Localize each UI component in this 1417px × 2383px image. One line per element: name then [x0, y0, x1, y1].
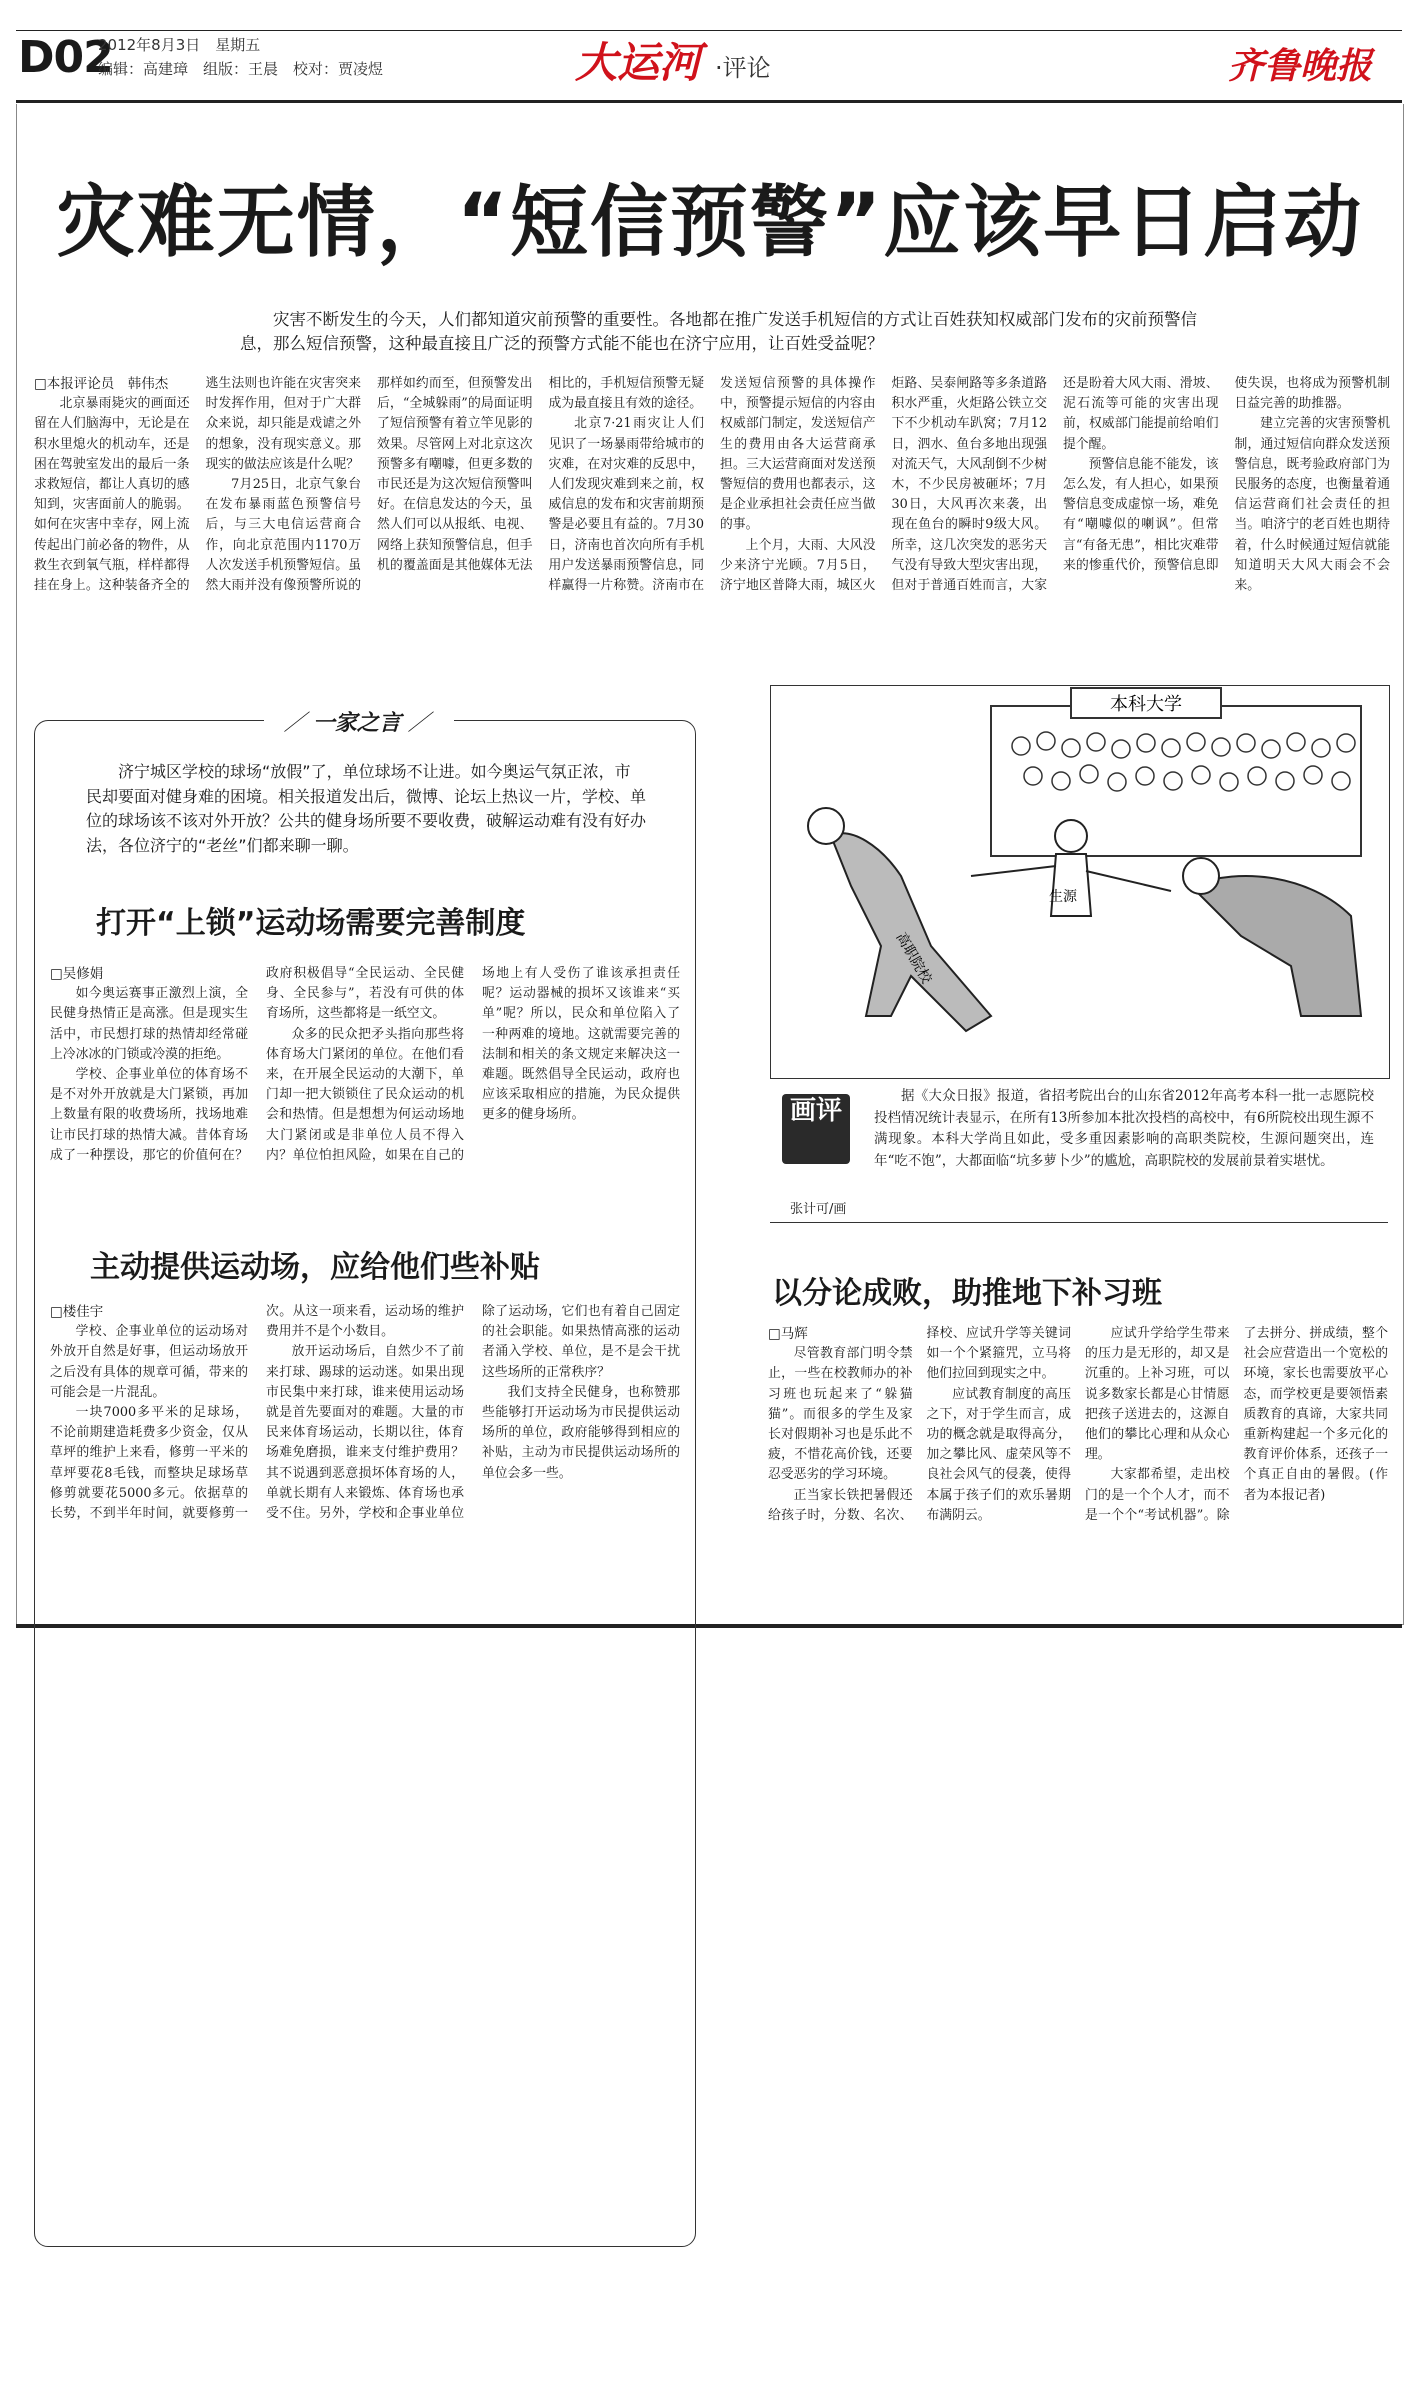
caption-rule	[770, 1222, 1388, 1223]
paper-name: 齐鲁晚报	[1228, 45, 1373, 87]
brand-logo: 大运河	[575, 38, 702, 87]
main-article-body	[34, 374, 1390, 664]
credit-line: 编辑：高建璋 组版：王晨 校对：贾凌煜	[98, 60, 384, 78]
opinion-article-1-title: 打开“上锁”运动场需要完善制度	[96, 906, 526, 941]
opinion-article-2-body	[50, 1302, 680, 1602]
article-paragraph: 学校、企事业单位的体育场不是不对外开放就是大门紧锁，再加上数量有限的收费场所，找场地难让市民打球的热情大减。昔体育场成了一种摆设，那它的价值何在？政府积极倡导“全民运动、全民健身、全民参与”，若没有可供的体育场所，这些都将是一纸空文。	[50, 966, 464, 1163]
main-paragraph: 建立完善的灾害预警机制，通过短信向群众发送预警信息，既考验政府部门为民服务的态度，也衡量着通信运营商们社会责任的担当。咱济宁的老百姓也期待着，什么时候通过短信就能知道明天大风大雨会不会来。	[1234, 416, 1390, 594]
page-code: D02	[18, 32, 113, 83]
article-paragraph: 放开运动场后，自然少不了前来打球、踢球的运动迷。如果出现市民集中来打球，谁来使用运动场就是首先要面对的难题。大量的市民来体育场运动，长期以往，体育场难免磨损，谁来支付维护费用？其不说遇到恶意损坏体育场的人，单就长期有人来锻炼、体育场也承受不住。另外，学校和企事业单位除了运动场，它们也有着自己固定的社会职能。如果热情高涨的运动者涌入学校、单位，是不是会干扰这些场所的正常秩序？	[266, 1304, 680, 1522]
date-line: 2012年8月3日 星期五	[98, 36, 261, 54]
cartoon-caption: 据《大众日报》报道，省招考院出台的山东省2012年高考本科一批一志愿院校投档情况统计表显示，在所有13所参加本批次投档的高校中，有6所院校出现生源不满现象。本科大学尚且如此，受多重因素影响的高职类院校，生源问题突出，连年“吃不饱”，大都面临“坑多萝卜少”的尴尬，高职院校的发展前景着实堪忧。	[874, 1088, 1374, 1169]
article-paragraph: 正当家长铁把暑假还给孩子时，分数、名次、择校、应试升学等关键词如一个个紧箍咒，立马将他们拉回到现实之中。	[768, 1326, 1071, 1523]
article-paragraph: 一块7000多平米的足球场，不论前期建造耗费多少资金，仅从草坪的维护上来看，修剪一平米的草坪要花8毛钱，而整块足球场草修剪就要花5000多元。依据草的长势，不到半年时间，就要修剪一次。从这一项来看，运动场的维护费用并不是个小数目。	[50, 1304, 464, 1522]
cartoon-sign-label: 本科大学	[1110, 694, 1182, 715]
top-rule	[16, 30, 1402, 31]
main-headline: 灾难无情，“短信预警”应该早日启动	[56, 178, 1364, 268]
article-paragraph: 应试教育制度的高压之下，对于学生而言，成功的概念就是取得高分，加之攀比风、虚荣风等不良社会风气的侵袭，使得本属于孩子们的欢乐暑期布满阴云。	[926, 1386, 1071, 1523]
main-lede: 灾害不断发生的今天，人们都知道灾前预警的重要性。各地都在推广发送手机短信的方式让百姓获知权威部门发布的灾前预警信息，那么短信预警，这种最直接且广泛的预警方式能不能也在济宁应用，让百姓受益呢？	[240, 310, 1197, 353]
section-name: ·评论	[715, 54, 771, 82]
opinion-tag-text: 一家之言	[311, 711, 406, 736]
main-paragraph: 7月25日，北京气象台在发布暴雨蓝色预警信号后，与三大电信运营商合作，向北京范围内1170万人次发送手机预警短信。虽然大雨并没有像预警所说的那样如约而至，但预警发出后，“全城躲雨”的局面证明了短信预警有着立竿见影的效果。尽管网上对北京这次预警多有嘲噱，但更多数的市民还是为这次短信预警叫好。在信息发达的今天，虽然人们可以从报纸、电视、网络上获知预警信息，但手机的覆盖面是其他媒体无法相比的，手机短信预警无疑成为最直接且有效的途径。	[205, 376, 704, 594]
side-article-byline: □马辉	[768, 1326, 808, 1342]
main-byline: □本报评论员 韩伟杰	[34, 376, 169, 392]
cartoon-badge: 画评	[782, 1094, 850, 1164]
opinion-box-tag: ／ 一家之言 ／	[264, 706, 454, 736]
cartoon-left-label: 高职院校	[892, 930, 935, 987]
opinion-box-intro: 济宁城区学校的球场“放假”了，单位球场不让进。如今奥运气氛正浓，市民却要面对健身难的困境。相关报道发出后，微博、论坛上热议一片，学校、单位的球场该不该对外开放？公共的健身场所要不要收费，破解运动难有没有好办法，各位济宁的“老丝”们都来聊一聊。	[86, 762, 647, 855]
header-rule	[16, 100, 1402, 103]
main-paragraph: 预警信息能不能发，该怎么发，有人担心，如果预警信息变成虚惊一场，难免有“嘲噱似的喇讽”。但常言“有备无患”，相比灾难带来的惨重代价，预警信息即使失误，也将成为预警机制日益完善的助推器。	[1063, 376, 1390, 573]
opinion-article-1-byline: □吴修娟	[50, 966, 104, 982]
article-paragraph: 大家都希望，走出校门的是一个个人才，而不是一个个“考试机器”。除了去拼分、拼成绩，整个社会应营造出一个宽松的环境，家长也需要放平心态，而学校更是要领悟素质教育的真谛，大家共同重新构建起一个多元化的教育评价体系，还孩子一个真正自由的暑假。(作者为本报记者)	[1085, 1326, 1388, 1523]
article-paragraph: 我们支持全民健身，也称赞那些能够打开运动场为市民提供运动场所的单位，政府能够得到相应的补贴，主动为市民提供运动场所的单位会多一些。	[482, 1384, 680, 1481]
cartoon-credit: 张计可/画	[790, 1202, 847, 1217]
side-article-title: 以分论成败，助推地下补习班	[772, 1276, 1162, 1311]
main-paragraph: 上个月，大雨、大风没少来济宁光顾。7月5日，济宁地区普降大雨，城区火炬路、吴泰闸路等多条道路积水严重，火炬路公铁立交下不少机动车趴窝；7月12日，泗水、鱼台多地出现强对流天气，大风刮倒不少树木，不少民房被砸坏；7月30日，大风再次来袭，出现在鱼台的瞬时9级大风。所幸，这几次突发的恶劣天气没有导致大型灾害出现，但对于普通百姓而言，大家还是盼着大风大雨、滑坡、泥石流等可能的灾害出现前，权威部门能提前给咱们提个醒。	[720, 376, 1219, 594]
article-paragraph: 学校、企事业单位的运动场对外放开自然是好事，但运动场放开之后没有具体的规章可循，带来的可能会是一片混乱。	[50, 1324, 248, 1400]
editorial-cartoon	[770, 685, 1390, 1079]
opinion-article-2-title: 主动提供运动场，应给他们些补贴	[90, 1250, 540, 1285]
opinion-article-1-body	[50, 964, 680, 1224]
article-paragraph: 如今奥运赛事正激烈上演，全民健身热情正是高涨。但是现实生活中，市民想打球的热情却经常碰上冷冰冰的门锁或冷漠的拒绝。	[50, 986, 248, 1062]
main-paragraph: 北京7·21雨灾让人们见识了一场暴雨带给城市的灾难，在对灾难的反思中，人们发现灾难到来之前，权威信息的发布和灾害前期预警是必要且有益的。7月30日，济南也首次向所有手机用户发送暴雨预警信息，同样赢得一片称赞。济南市在发送短信预警的具体操作中，预警提示短信的内容由权威部门制定，发送短信产生的费用由各大运营商承担。三大运营商面对发送预警短信的费用也都表示，这是企业承担社会责任应当做的事。	[548, 376, 876, 594]
cartoon-middle-label: 生源	[1049, 889, 1077, 905]
cartoon-illustration	[771, 686, 1389, 1078]
side-article-body	[768, 1324, 1388, 1614]
article-paragraph: 众多的民众把矛头指向那些将体育场大门紧闭的单位。在他们看来，在开展全民运动的大潮下，单门却一把大锁锁住了民众运动的机会和热情。但是想想为何运动场地大门紧闭或是非单位人员不得入内？单位怕担风险，如果在自己的场地上有人受伤了谁该承担责任呢？运动器械的损坏又该谁来“买单”呢？所以，民众和单位陷入了一种两难的境地。这就需要完善的法制和相关的条文规定来解决这一难题。既然倡导全民运动，政府也应该采取相应的措施，为民众提供更多的健身场所。	[266, 966, 680, 1163]
article-paragraph: 应试升学给学生带来的压力是无形的，却又是沉重的。上补习班，可以说多数家长都是心甘情愿把孩子送进去的，这源自他们的攀比心理和从众心理。	[1085, 1326, 1230, 1463]
article-paragraph: 尽管教育部门明令禁止，一些在校教师办的补习班也玩起来了“躲猫猫”。而很多的学生及家长对假期补习也是乐此不疲，不惜花高价钱，还要忍受恶劣的学习环境。	[768, 1346, 913, 1483]
main-paragraph: 北京暴雨毙灾的画面还留在人们脑海中，无论是在积水里熄火的机动车，还是困在驾驶室发出的最后一条求救短信，都让人真切的感知到，灾害面前人的脆弱。如何在灾害中幸存，网上流传起出门前必备的物件，从救生衣到氧气瓶，样样都得挂在身上。这种装备齐全的逃生法则也许能在灾害突来时发挥作用，但对于广大群众来说，却只能是戏谑之外的想象，没有现实意义。那现实的做法应该是什么呢？	[34, 376, 361, 594]
opinion-article-2-byline: □楼佳宇	[50, 1304, 104, 1320]
